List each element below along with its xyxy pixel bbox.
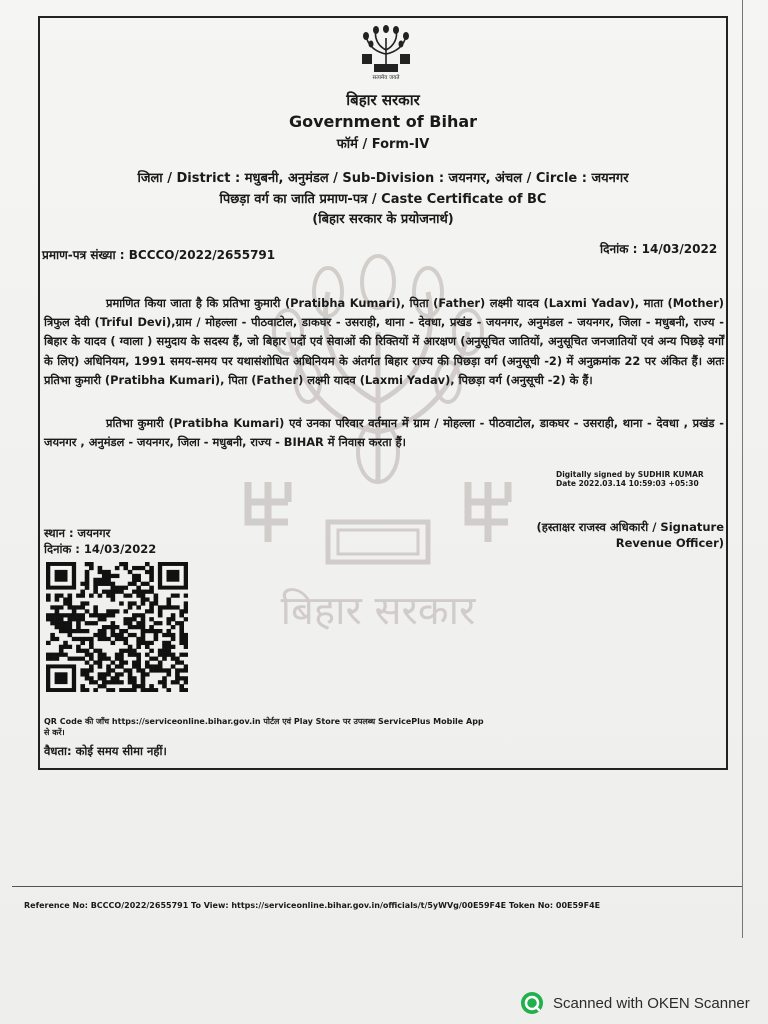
title-english: Government of Bihar <box>288 112 478 131</box>
digital-signature <box>556 470 704 488</box>
form-label: फॉर्म / Form-IV <box>336 137 430 152</box>
digital-signature-name: Digitally signed by SUDHIR KUMAR <box>556 470 704 479</box>
signature-line-2: Revenue Officer) <box>615 536 724 550</box>
scanner-logo-icon <box>520 991 544 1015</box>
footer-divider <box>12 886 742 887</box>
certificate-paragraph-1: प्रमाणित किया जाता है कि प्रतिभा कुमारी (Pratibha Kumari), पिता (Father) लक्ष्मी यादव (Laxmi Yadav), माता (Mother) त्रिफुल देवी (Triful Devi),ग्राम / मोहल्ला - पीठवाटोल, डाकघर - उसराही, थाना - देवधा, प्रखंड - जयनगर, अनुमंडल - जयनगर, जिला - मधुबनी, राज्य - बिहार के यादव ( ग्वाला ) समुदाय के सदस्य हैं, जो बिहार पदों एवं सेवाओं की रिक्तियों में आरक्षण (अनुसूचित जातियों, अनुसूचित जनजातियों एवं अन्य पिछड़े वर्गों के लिए) अधिनियम, 1991 समय-समय पर यथासंशोधित अधिनियम के अंतर्गत बिहार राज्य की पिछड़ा वर्ग (अनुसूची -2) में अनुक्रमांक 22 पर अंकित हैं। अतः प्रतिभा कुमारी (Pratibha Kumari), पिता (Father) लक्ष्मी यादव (Laxmi Yadav), पिछड़ा वर्ग (अनुसूची -2) के हैं। <box>44 296 724 387</box>
signature-block <box>500 519 724 551</box>
bihar-emblem-icon <box>354 24 418 80</box>
digital-signature-date: Date 2022.03.14 10:59:03 +05:30 <box>556 479 699 488</box>
signature-line-1: (हस्ताक्षर राजस्व अधिकारी / Signature <box>536 520 724 534</box>
page-edge-line <box>742 0 743 938</box>
certificate-title: पिछड़ा वर्ग का जाति प्रमाण-पत्र / Caste Certificate of BC <box>219 192 547 207</box>
qr-code-icon[interactable] <box>46 562 188 692</box>
svg-text:सत्यमेव जयते: सत्यमेव जयते <box>372 75 400 80</box>
certificate-number: प्रमाण-पत्र संख्या : BCCCO/2022/2655791 <box>42 248 276 262</box>
scanner-label: Scanned with OKEN Scanner <box>553 994 750 1012</box>
validity-text: वैधता: कोई समय सीमा नहीं। <box>44 744 167 758</box>
svg-text:बिहार सरकार: बिहार सरकार <box>280 588 476 634</box>
place-label: स्थान : जयनगर <box>44 526 111 540</box>
scanner-watermark <box>520 991 750 1015</box>
title-hindi: बिहार सरकार <box>346 91 420 109</box>
qr-verification-note: QR Code की जाँच https://serviceonline.bihar.gov.in पोर्टल एवं Play Store पर उपलब्ध ServicePlus Mobile App से करें। <box>44 717 484 737</box>
certificate-purpose: (बिहार सरकार के प्रयोजनार्थ) <box>312 212 454 227</box>
issue-date: दिनांक : 14/03/2022 <box>44 542 157 556</box>
location-line: जिला / District : मधुबनी, अनुमंडल / Sub-Division : जयनगर, अंचल / Circle : जयनगर <box>137 171 629 186</box>
reference-line: Reference No: BCCCO/2022/2655791 To View: https://serviceonline.bihar.gov.in/officials/t/5yWVg/00E59F4E Token No: 00E59F4E <box>24 901 601 910</box>
certificate-paragraph-2: प्रतिभा कुमारी (Pratibha Kumari) एवं उनका परिवार वर्तमान में ग्राम / मोहल्ला - पीठवाटोल, डाकघर - उसराही, थाना - देवधा , प्रखंड - जयनगर , अनुमंडल - जयनगर, जिला - मधुबनी, राज्य - BIHAR में निवास करता हैं। <box>44 416 724 450</box>
certificate-date: दिनांक : 14/03/2022 <box>600 242 718 256</box>
